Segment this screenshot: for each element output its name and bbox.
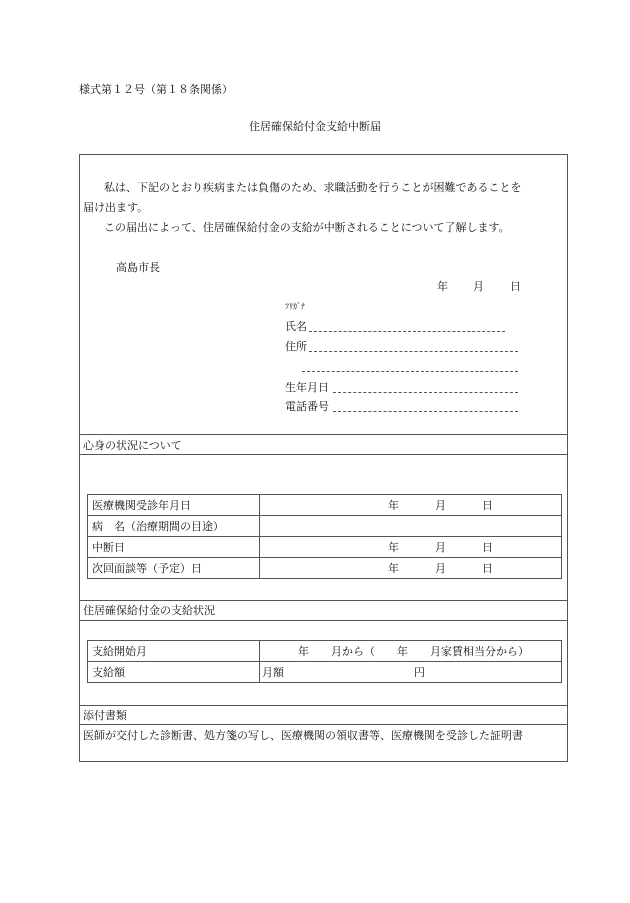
- phone-label: 電話番号: [285, 400, 329, 413]
- month-unit: 月: [435, 499, 446, 512]
- day-unit: 日: [482, 499, 493, 512]
- suspension-date-label: 中断日: [88, 537, 260, 558]
- year-unit: 年: [388, 499, 399, 512]
- start-month-field[interactable]: [260, 641, 562, 662]
- table-row: [88, 537, 562, 558]
- divider: [80, 724, 567, 725]
- payment-section-heading: 住居確保給付金の支給状況: [83, 604, 215, 617]
- divider: [80, 454, 567, 455]
- addressee: 高島市長: [116, 261, 160, 274]
- date-year-label: 年: [437, 280, 448, 293]
- next-interview-label: 次回面談等（予定）日: [88, 558, 260, 579]
- visit-date-label: 医療機関受診年月日: [88, 495, 260, 516]
- day-unit: 日: [482, 562, 493, 575]
- divider: [80, 620, 567, 621]
- payment-table: [87, 640, 562, 683]
- health-section-heading: 心身の状況について: [83, 439, 182, 452]
- form-box: [79, 154, 568, 762]
- year-unit: 年: [388, 562, 399, 575]
- attachments-heading: 添付書類: [83, 709, 127, 722]
- year-unit: 年: [388, 541, 399, 554]
- name-field[interactable]: [309, 331, 505, 332]
- month-unit: 月: [435, 562, 446, 575]
- phone-field[interactable]: [333, 411, 518, 412]
- suspension-date-field[interactable]: [260, 537, 562, 558]
- divider: [80, 705, 567, 706]
- declaration-line-1: 私は、下記のとおり疾病または負傷のため、求職活動を行うことが困難であることを: [104, 181, 522, 194]
- furigana-label: ﾌﾘｶﾞﾅ: [285, 302, 305, 311]
- amount-label: 支給額: [88, 662, 260, 683]
- table-row: [88, 641, 562, 662]
- start-month-value: 年 月から（ 年 月家賃相当分から）: [298, 645, 529, 658]
- form-number: 様式第１２号（第１８条関係）: [79, 83, 233, 96]
- start-month-label: 支給開始月: [88, 641, 260, 662]
- divider: [80, 434, 567, 435]
- disease-label: 病 名（治療期間の目途）: [88, 516, 260, 537]
- day-unit: 日: [482, 541, 493, 554]
- attachments-content: 医師が交付した診断書、処方箋の写し、医療機関の領収書等、医療機関を受診した証明書: [83, 729, 523, 742]
- amount-prefix: 月額: [262, 666, 284, 679]
- birthdate-label: 生年月日: [285, 381, 329, 394]
- form-title: 住居確保給付金支給中断届: [249, 120, 381, 133]
- next-interview-field[interactable]: [260, 558, 562, 579]
- divider: [80, 600, 567, 601]
- visit-date-field[interactable]: [260, 495, 562, 516]
- name-label: 氏名: [285, 320, 307, 333]
- address-field-line-1[interactable]: [309, 351, 518, 352]
- disease-field[interactable]: [260, 516, 562, 537]
- health-table: [87, 494, 562, 579]
- month-unit: 月: [435, 541, 446, 554]
- birthdate-field[interactable]: [333, 392, 518, 393]
- date-month-label: 月: [473, 280, 484, 293]
- amount-suffix: 円: [414, 666, 425, 679]
- date-day-label: 日: [510, 280, 521, 293]
- declaration-line-3: この届出によって、住居確保給付金の支給が中断されることについて了解します。: [104, 221, 510, 234]
- table-row: [88, 558, 562, 579]
- address-field-line-2[interactable]: [302, 371, 518, 372]
- table-row: [88, 495, 562, 516]
- declaration-line-2: 届け出ます。: [83, 201, 149, 214]
- table-row: [88, 516, 562, 537]
- address-label: 住所: [285, 340, 307, 353]
- table-row: [88, 662, 562, 683]
- amount-field[interactable]: [260, 662, 562, 683]
